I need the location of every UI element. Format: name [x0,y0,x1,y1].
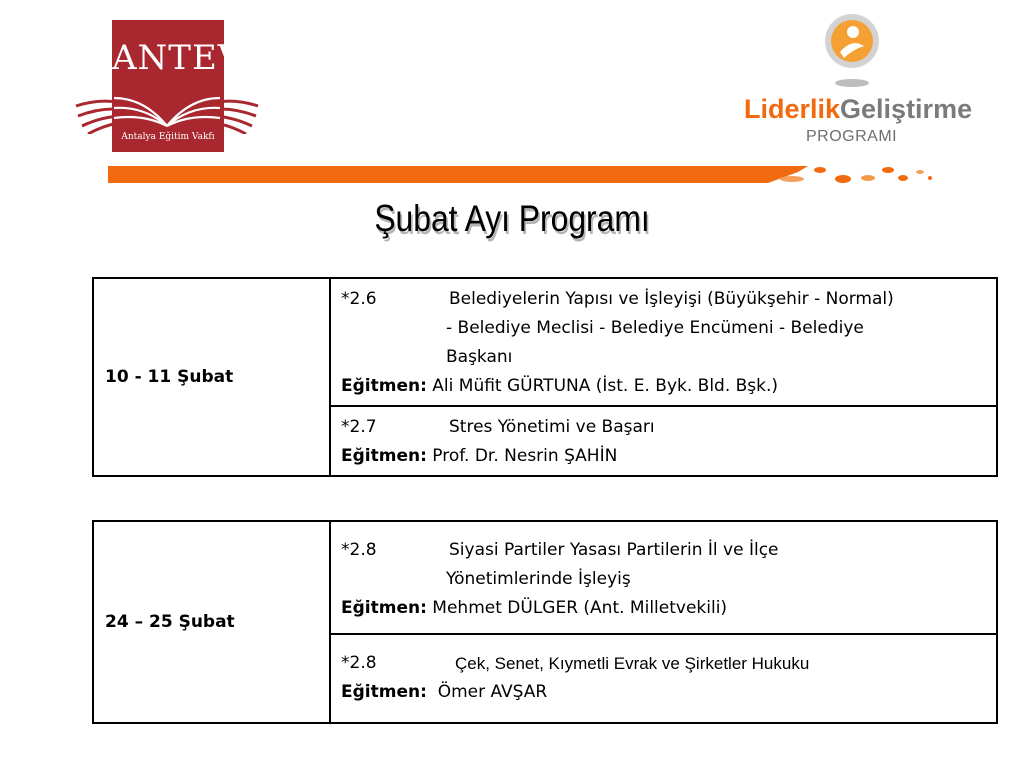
item-topic-line: Siyasi Partiler Yasası Partilerin İl ve İlçe [449,540,779,560]
trainer-name: Prof. Dr. Nesrin ŞAHİN [432,446,618,466]
item-topic-line: Başkanı [446,347,513,367]
antev-logo-subtitle: Antalya Eğitim Vakfı [121,132,215,142]
liderlik-logo-program: PROGRAMI [806,128,898,145]
trainer-label: Eğitmen: [341,376,427,396]
item-topic-line: Belediyelerin Yapısı ve İşleyişi (Büyükşehir - Normal) [449,289,894,309]
item-number: *2.8 [341,653,377,673]
antev-logo [74,20,260,152]
item-number: *2.8 [341,540,377,560]
schedule-table [92,520,998,724]
item-number: *2.7 [341,417,377,437]
item-number: *2.6 [341,289,377,309]
orange-band-divider [108,166,938,188]
liderlik-logo-bold: Liderlik [744,94,841,124]
session-item [330,634,997,723]
session-date: 10 - 11 Şubat [93,278,330,476]
trainer-name: Mehmet DÜLGER (Ant. Milletvekili) [432,598,728,618]
schedule-table [92,277,998,477]
page-title: Şubat Ayı Programı [374,198,650,239]
session-item [330,521,997,634]
antev-logo-word: ANTEV [112,38,244,78]
item-topic-line: Çek, Senet, Kıymetli Evrak ve Şirketler Hukuku [455,654,810,673]
trainer-name: Ömer AVŞAR [437,682,548,702]
trainer-label: Eğitmen: [341,598,427,618]
session-date: 24 – 25 Şubat [93,521,330,723]
item-topic-line: Stres Yönetimi ve Başarı [449,417,655,437]
trainer-name: Ali Müfit GÜRTUNA (İst. E. Byk. Bld. Bşk.) [432,376,779,396]
liderlik-logo-light: Geliştirme [840,94,973,124]
item-topic-line: Yönetimlerinde İşleyiş [446,569,631,589]
person-circle-icon [822,12,882,88]
open-book-icon [74,78,260,134]
item-topic-line: - Belediye Meclisi - Belediye Encümeni - Belediye [446,318,864,338]
liderlik-logo-wordmark [744,94,972,125]
trainer-label: Eğitmen: [341,682,427,702]
session-item [330,278,997,406]
trainer-label: Eğitmen: [341,446,427,466]
session-item [330,406,997,476]
